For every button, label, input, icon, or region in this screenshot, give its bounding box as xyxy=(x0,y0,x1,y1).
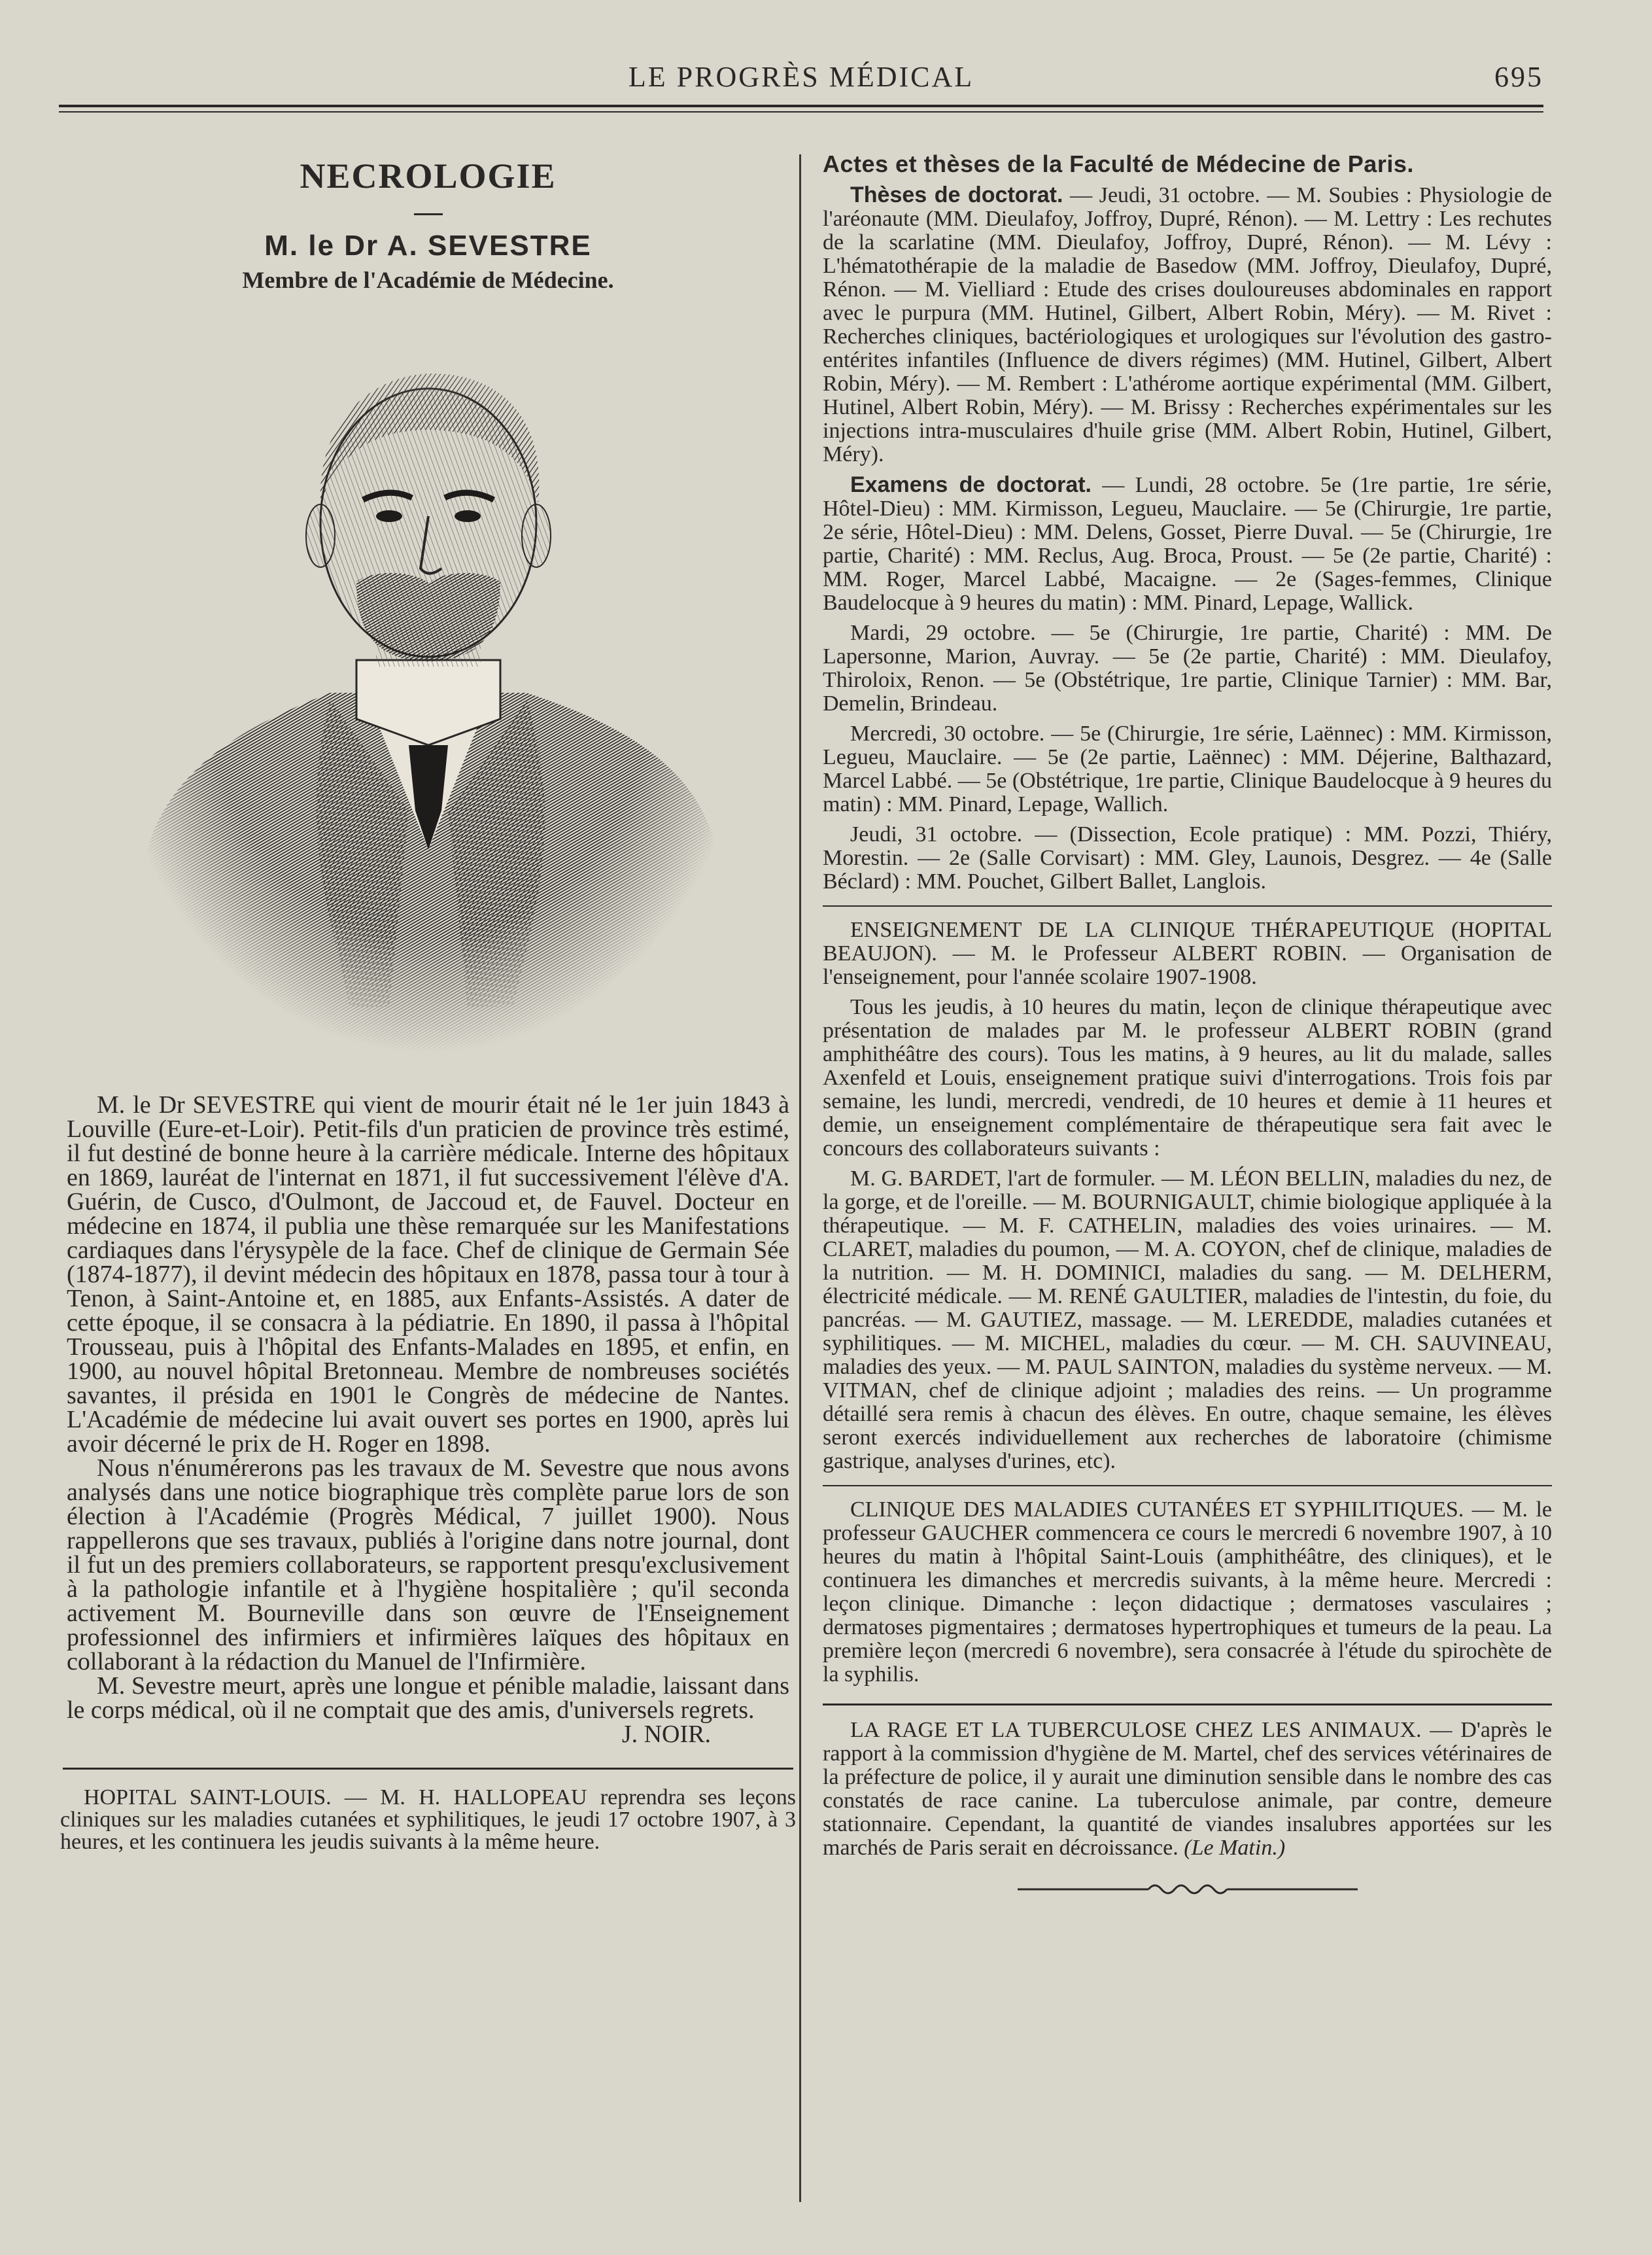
journal-title: LE PROGRÈS MÉDICAL xyxy=(628,61,974,93)
title-rule xyxy=(414,213,443,215)
clinique-cutanees-text: — M. le professeur GAUCHER commencera ce cours le mercredi 6 novembre 1907, à 10 heures du matin à l'hôpital Saint-Louis (amphithéâtre, des cliniques), et le continuera les dimanches et mercredis suivants, à la même heure. Mercredi : leçon clinique. Dimanche : leçon didactique ; dermatoses vasculaires ; dermatoses pigmentaires ; dermatoses hypertrophiques et tumeurs de la peau. La première leçon (mercredi 6 novembre), sera consacrée à l'étude du spirochète de la syphilis. xyxy=(823,1497,1552,1687)
rage-source: (Le Matin.) xyxy=(1184,1836,1286,1860)
obituary-signature: J. NOIR. xyxy=(621,1721,711,1748)
left-bottom-rule xyxy=(63,1768,793,1770)
flourish-ornament-icon xyxy=(1018,1879,1358,1899)
examens-text: — Lundi, 28 octobre. 5e (1re partie, 1re série, Hôtel-Dieu) : MM. Kirmisson, Legueu, Mauclaire. — 5e (Chirurgie, 1re partie, 2e série, Hôtel-Dieu) : MM. Delens, Gosset, Pierre Duval. — 5e (Chirurgie, 1re partie, Charité) : MM. Reclus, Aug. Broca, Proust. — 5e (2e partie, Charité) : MM. Roger, Marcel Labbé, Macaigne. — 2e (Sages-femmes, Clinique Baudelocque à 9 heures du matin) : MM. Pinard, Lepage, Wallick. xyxy=(823,473,1552,615)
clinique-therapeutique-text: — M. le Professeur ALBERT ROBIN. — Organisation de l'enseignement, pour l'année scolaire 1907-1908. xyxy=(823,941,1552,989)
hopital-saint-louis-note xyxy=(60,1787,796,1853)
rage-text: — D'après le rapport à la commission d'hygiène de M. Martel, chef des services vétérinaires de la préfecture de police, il y aurait une diminution sensible dans le nombre des cas constatés de race canine. La tuberculose animale, par contre, demeure stationnaire. Cependant, la quantité de viandes insalubres apportées sur les marchés de Paris serait en décroissance. xyxy=(823,1718,1553,1860)
obituary-affiliation: Membre de l'Académie de Médecine. xyxy=(242,267,614,293)
obituary-body xyxy=(67,1093,789,1747)
exam-day: Mercredi, 30 octobre. — 5e (Chirurgie, 1re série, Laënnec) : MM. Kirmisson, Legueu, Mauclaire. — 5e (2e partie, Laënnec) : MM. Déjerine, Balthazard, Marcel Labbé. — 5e (Obstétrique, 1re partie, Clinique Baudelocque à 9 heures du matin) : MM. Pinard, Lepage, Wallich. xyxy=(823,722,1552,816)
examens-label: Examens de doctorat. xyxy=(850,472,1092,497)
note-heading: HOPITAL SAINT-LOUIS. xyxy=(84,1785,332,1809)
obituary-name: M. le Dr A. SEVESTRE xyxy=(264,230,592,262)
section-rule xyxy=(823,1485,1552,1486)
column-divider xyxy=(799,154,801,2202)
obituary-paragraph: M. Sevestre meurt, après une longue et pénible maladie, laissant dans le corps médical, où il ne comptait que des amis, d'universels regrets. xyxy=(67,1672,789,1724)
clinique-therapeutique-paragraph: M. G. BARDET, l'art de formuler. — M. LÉON BELLIN, maladies du nez, de la gorge, et de l'oreille. — M. BOURNIGAULT, chimie biologique appliquée à la thérapeutique. — M. F. CATHELIN, maladies des voies urinaires. — M. CLARET, maladies du poumon, — M. A. COYON, chef de clinique, maladies de la nutrition. — M. H. DOMINICI, maladies du sang. — M. DELHERM, électricité médicale. — M. RENÉ GAULTIER, maladies de l'intestin, du foie, du pancréas. — M. GAUTIEZ, massage. — M. LEREDDE, maladies cutanées et syphilitiques. — M. MICHEL, maladies du cœur. — M. CH. SAUVINEAU, maladies des yeux. — M. PAUL SAINTON, maladies du système nerveux. — M. VITMAN, chef de clinique adjoint ; maladies des reins. — Un programme détaillé sera remis à chacun des élèves. En outre, chaque semaine, les élèves seront exercés individuellement aux recherches de laboratoire (chimisme gastrique, analyses d'urines, etc). xyxy=(823,1166,1552,1473)
theses-label: Thèses de doctorat. xyxy=(850,183,1063,207)
section-rule xyxy=(823,1704,1552,1705)
obituary-paragraph: M. le Dr SEVESTRE qui vient de mourir était né le 1er juin 1843 à Louville (Eure-et-Loir). Petit-fils d'un praticien de province très estimé, il fut destiné de bonne heure à la carrière médicale. Interne des hôpitaux en 1869, lauréat de l'internat en 1871, il fut successivement l'élève d'A. Guérin, de Cusco, d'Oulmont, de Jaccoud et, de Fauvel. Docteur en médecine en 1874, il publia une thèse remarquée sur les Manifestations cardiaques dans l'érysypèle de la face. Chef de clinique de Germain Sée (1874-1877), il devint médecin des hôpitaux en 1878, passa tour à tour à Tenon, à Saint-Antoine et, en 1885, aux Enfants-Assistés. A dater de cette époque, il se consacra à la pédiatrie. En 1890, il passa à l'hôpital Trousseau, puis à l'hôpital des Enfants-Malades en 1895, et enfin, en 1900, au nouvel hôpital Bretonneau. Membre de nombreuses sociétés savantes, il présida en 1901 le Congrès de médecine de Nantes. L'Académie de médecine lui avait ouvert ses portes en 1900, après lui avoir décerné le prix de H. Roger en 1898. xyxy=(67,1091,789,1458)
right-column xyxy=(823,145,1552,1899)
clinique-cutanees-heading: CLINIQUE DES MALADIES CUTANÉES ET SYPHILITIQUES. xyxy=(850,1497,1464,1522)
clinique-therapeutique-paragraph: Tous les jeudis, à 10 heures du matin, leçon de clinique thérapeutique avec présentation de malades par M. le professeur ALBERT ROBIN (grand amphithéâtre des cours). Tous les matins, à 9 heures, au lit du malade, salles Axenfeld et Louis, enseignement pratique suivi d'interrogations. Trois fois par semaine, les lundi, mercredi, vendredi, de 10 heures et demie à 11 heures et demie, un enseignement complémentaire de thérapeutique sera fait avec le concours des collaborateurs suivants : xyxy=(823,995,1552,1161)
engraved-portrait-icon xyxy=(134,353,723,1053)
clinique-therapeutique xyxy=(823,918,1552,1473)
section-title: NECROLOGIE xyxy=(300,156,557,196)
left-column xyxy=(60,144,796,1853)
header-rule xyxy=(59,105,1543,113)
exam-day: Jeudi, 31 octobre. — (Dissection, Ecole pratique) : MM. Pozzi, Thiéry, Morestin. — 2e (Salle Corvisart) : MM. Gley, Launois, Desgrez. — 4e (Salle Béclard) : MM. Pouchet, Gilbert Ballet, Langlois. xyxy=(823,822,1552,894)
rage-tuberculose xyxy=(823,1719,1552,1860)
running-head xyxy=(59,60,1543,97)
faculty-section xyxy=(823,183,1552,894)
section-rule xyxy=(823,905,1552,907)
faculty-title: Actes et thèses de la Faculté de Médecine de Paris. xyxy=(823,150,1414,177)
clinique-cutanees xyxy=(823,1498,1552,1687)
rage-heading: LA RAGE ET LA TUBERCULOSE CHEZ LES ANIMAUX. xyxy=(850,1718,1422,1742)
portrait xyxy=(134,353,723,1053)
page-number: 695 xyxy=(1494,61,1543,93)
obituary-paragraph: Nous n'énumérerons pas les travaux de M. Sevestre que nous avons analysés dans une notice biographique très complète parue lors de son élection à l'Académie (Progrès Médical, 7 juillet 1900). Nous rappellerons que ses travaux, publiés à l'origine dans notre journal, dont il fut un des premiers collaborateurs, se rapportent presqu'exclusivement à la pathologie infantile et à l'hygiène hospitalière ; qu'il seconda activement M. Bourneville dans son œuvre de l'Enseignement professionnel des infirmiers et infirmières laïques des hôpitaux en collaborant à la rédaction du Manuel de l'Infirmière. xyxy=(67,1454,789,1675)
clinique-therapeutique-heading: ENSEIGNEMENT DE LA CLINIQUE THÉRAPEUTIQUE (HOPITAL BEAUJON). xyxy=(823,918,1552,966)
theses-text: — Jeudi, 31 octobre. — M. Soubies : Physiologie de l'aréonaute (MM. Dieulafoy, Joffroy, Dupré, Rénon). — M. Lettry : Les rechutes de la scarlatine (MM. Dieulafoy, Joffroy, Dupré, Rénon). — M. Lévy : L'hématothérapie de la maladie de Basedow (MM. Joffroy, Dieulafoy, Dupré, Rénon. — M. Vielliard : Etude des crises douloureuses abdominales en rapport avec le purpura (MM. Hutinel, Gilbert, Albert Robin, Méry). — M. Rivet : Recherches cliniques, bactériologiques et urologiques sur l'évolution des gastro-entérites infantiles (Influence de divers régimes) (MM. Hutinel, Gilbert, Albert Robin, Méry). — M. Rembert : L'athérome aortique expérimental (MM. Gilbert, Hutinel, Albert Robin, Méry). — M. Brissy : Recherches expérimentales sur les injections intra-musculaires d'huile grise (MM. Albert Robin, Hutinel, Gilbert, Méry). xyxy=(823,183,1552,466)
exam-day: Mardi, 29 octobre. — 5e (Chirurgie, 1re partie, Charité) : MM. De Lapersonne, Marion, Auvray. — 5e (2e partie, Charité) : MM. Dieulafoy, Thiroloix, Renon. — 5e (Obstétrique, 1re partie, Clinique Tarnier) : MM. Bar, Demelin, Brindeau. xyxy=(823,621,1552,716)
note-text: — M. H. HALLOPEAU reprendra ses leçons cliniques sur les maladies cutanées et syphilitiques, le jeudi 17 octobre 1907, à 3 heures, et les continuera les jeudis suivants à la même heure. xyxy=(60,1785,796,1854)
